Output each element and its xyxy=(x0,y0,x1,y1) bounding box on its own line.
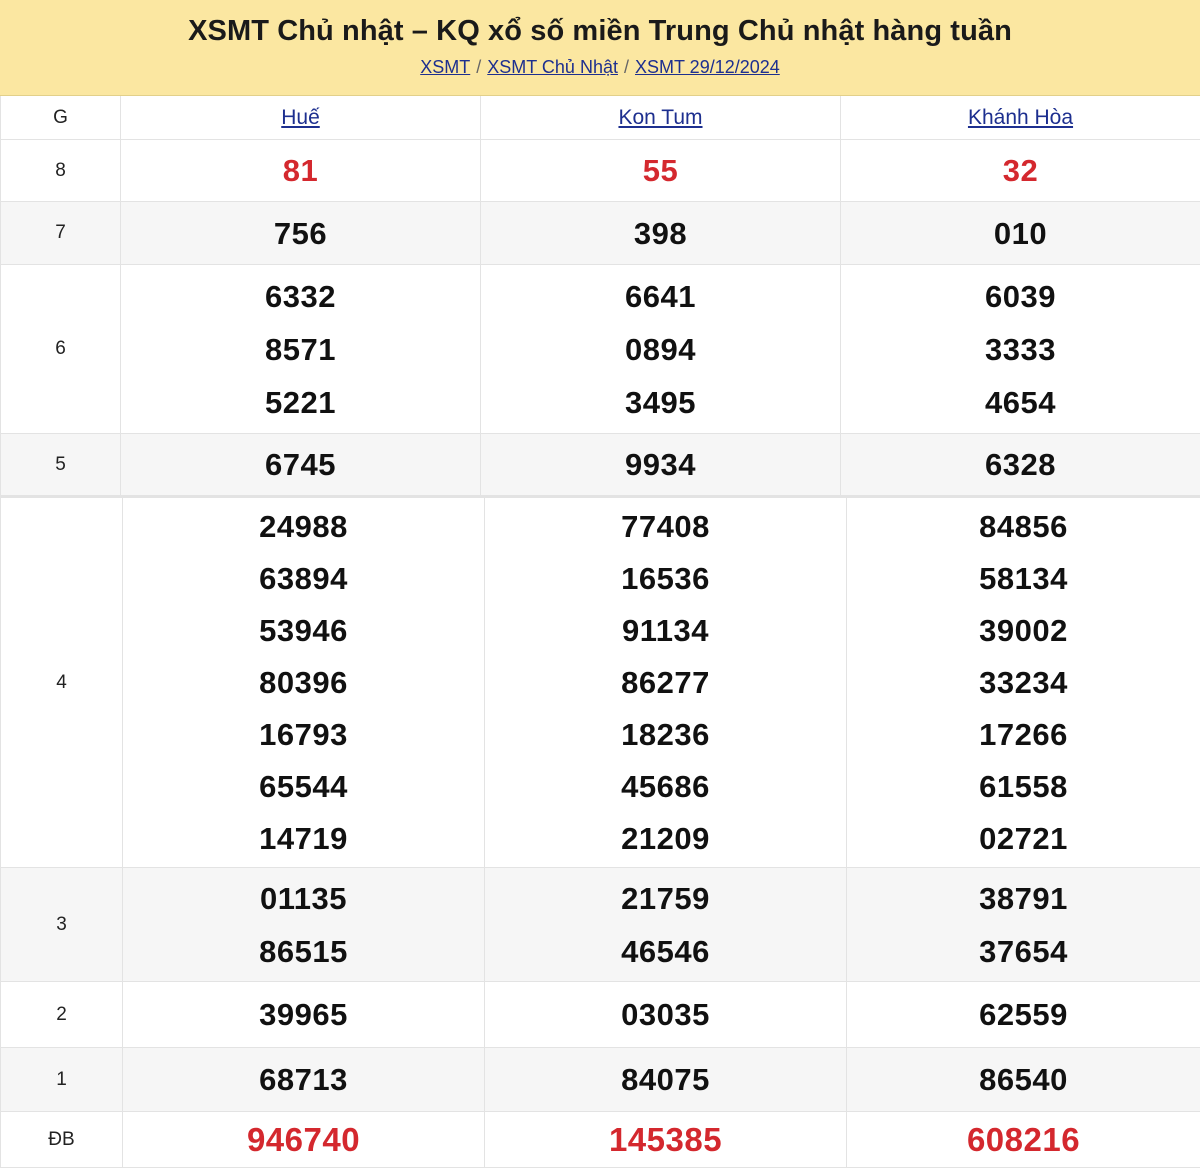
result-number: 81 xyxy=(282,153,319,188)
result-cell-hue xyxy=(122,868,484,981)
result-number: 37654 xyxy=(979,933,1068,969)
result-number: 84856 xyxy=(979,508,1068,544)
result-number: 6039 xyxy=(985,278,1056,314)
result-number: 53946 xyxy=(259,612,348,648)
prize-row xyxy=(0,1048,1200,1112)
result-number: 14719 xyxy=(259,820,348,856)
page-title: XSMT Chủ nhật – KQ xổ số miền Trung Chủ nhật hàng tuần xyxy=(188,15,1012,47)
result-number: 58134 xyxy=(979,560,1068,596)
province-link-kon-tum[interactable]: Kon Tum xyxy=(618,105,703,129)
result-number: 46546 xyxy=(621,933,710,969)
result-cell-kon-tum xyxy=(480,434,840,495)
result-cell-kon-tum xyxy=(484,1112,846,1167)
result-cell-khanh-hoa xyxy=(846,498,1200,867)
breadcrumb-xsmt-date[interactable]: XSMT 29/12/2024 xyxy=(635,57,780,77)
result-number: 6745 xyxy=(265,447,336,482)
result-number: 63894 xyxy=(259,560,348,596)
prize-row xyxy=(0,140,1200,202)
result-number: 9934 xyxy=(625,447,696,482)
result-number: 756 xyxy=(273,215,328,251)
prize-label: 6 xyxy=(0,265,120,433)
prize-row xyxy=(0,868,1200,982)
result-number: 6641 xyxy=(625,278,696,314)
prize-label: 7 xyxy=(0,202,120,264)
result-cell-khanh-hoa xyxy=(840,434,1200,495)
result-cell-kon-tum xyxy=(480,202,840,264)
prize-row xyxy=(0,496,1200,868)
breadcrumb-separator: / xyxy=(623,57,629,77)
result-cell-hue xyxy=(122,1112,484,1167)
result-cell-kon-tum xyxy=(484,982,846,1047)
result-number: 61558 xyxy=(979,768,1068,804)
result-number: 39965 xyxy=(259,997,348,1032)
breadcrumb xyxy=(0,57,1200,78)
result-cell-kon-tum xyxy=(484,1048,846,1111)
result-cell-kon-tum xyxy=(484,868,846,981)
result-number: 145385 xyxy=(608,1121,723,1158)
province-link-khanh-hoa[interactable]: Khánh Hòa xyxy=(967,105,1074,129)
result-number: 80396 xyxy=(259,664,348,700)
breadcrumb-xsmt-chu-nhat[interactable]: XSMT Chủ Nhật xyxy=(487,57,618,77)
result-cell-kon-tum xyxy=(480,140,840,201)
result-number: 0894 xyxy=(625,331,696,367)
result-number: 24988 xyxy=(259,508,348,544)
prize-label: 4 xyxy=(0,498,122,867)
breadcrumb-separator: / xyxy=(476,57,482,77)
prize-label: 2 xyxy=(0,982,122,1047)
result-number: 21759 xyxy=(621,880,710,916)
result-number: 4654 xyxy=(985,384,1056,420)
results-table xyxy=(0,96,1200,1168)
result-number: 010 xyxy=(993,215,1048,251)
result-cell-khanh-hoa xyxy=(846,868,1200,981)
prize-label: 5 xyxy=(0,434,120,495)
result-cell-khanh-hoa xyxy=(846,982,1200,1047)
prize-row xyxy=(0,265,1200,434)
result-number: 33234 xyxy=(979,664,1068,700)
result-cell-kon-tum xyxy=(484,498,846,867)
result-number: 6328 xyxy=(985,447,1056,482)
province-header-khanh-hoa xyxy=(840,96,1200,139)
result-cell-hue xyxy=(120,434,480,495)
page-header xyxy=(0,0,1200,96)
result-number: 21209 xyxy=(621,820,710,856)
result-number: 84075 xyxy=(621,1062,710,1097)
result-number: 39002 xyxy=(979,612,1068,648)
result-cell-khanh-hoa xyxy=(840,265,1200,433)
prize-label: 3 xyxy=(0,868,122,981)
result-number: 398 xyxy=(633,215,688,251)
result-number: 16793 xyxy=(259,716,348,752)
province-header-hue xyxy=(120,96,480,139)
result-number: 3495 xyxy=(625,384,696,420)
result-number: 91134 xyxy=(622,612,709,648)
result-number: 16536 xyxy=(621,560,710,596)
prize-row xyxy=(0,202,1200,265)
result-number: 6332 xyxy=(265,278,336,314)
result-cell-hue xyxy=(120,265,480,433)
result-cell-khanh-hoa xyxy=(846,1112,1200,1167)
province-header-kon-tum xyxy=(480,96,840,139)
prize-label: ĐB xyxy=(0,1112,122,1167)
result-number: 8571 xyxy=(265,331,336,367)
result-number: 65544 xyxy=(259,768,348,804)
prize-row xyxy=(0,1112,1200,1168)
prize-label: 8 xyxy=(0,140,120,201)
result-number: 86277 xyxy=(621,664,710,700)
prize-column-header: G xyxy=(0,96,120,139)
result-number: 38791 xyxy=(979,880,1068,916)
result-number: 3333 xyxy=(985,331,1056,367)
prize-row xyxy=(0,434,1200,496)
result-number: 17266 xyxy=(979,716,1068,752)
table-header-row xyxy=(0,96,1200,140)
prize-row xyxy=(0,982,1200,1048)
result-number: 86515 xyxy=(259,933,348,969)
result-number: 45686 xyxy=(621,768,710,804)
result-number: 02721 xyxy=(979,820,1068,856)
prize-label: 1 xyxy=(0,1048,122,1111)
result-cell-khanh-hoa xyxy=(840,140,1200,201)
result-cell-khanh-hoa xyxy=(846,1048,1200,1111)
result-number: 18236 xyxy=(621,716,710,752)
result-number: 01135 xyxy=(260,880,347,916)
result-cell-hue xyxy=(122,982,484,1047)
breadcrumb-xsmt[interactable]: XSMT xyxy=(420,57,471,77)
result-cell-kon-tum xyxy=(480,265,840,433)
result-number: 32 xyxy=(1002,153,1039,188)
result-number: 608216 xyxy=(966,1121,1081,1158)
result-number: 68713 xyxy=(259,1062,348,1097)
province-link-hue[interactable]: Huế xyxy=(281,105,320,129)
result-number: 946740 xyxy=(246,1121,361,1158)
result-cell-hue xyxy=(120,202,480,264)
result-cell-hue xyxy=(120,140,480,201)
result-number: 62559 xyxy=(979,997,1068,1032)
result-number: 55 xyxy=(642,153,679,188)
result-number: 03035 xyxy=(621,997,710,1032)
result-cell-hue xyxy=(122,1048,484,1111)
result-cell-khanh-hoa xyxy=(840,202,1200,264)
result-number: 5221 xyxy=(265,384,336,420)
result-number: 77408 xyxy=(621,508,710,544)
result-number: 86540 xyxy=(979,1062,1068,1097)
result-cell-hue xyxy=(122,498,484,867)
